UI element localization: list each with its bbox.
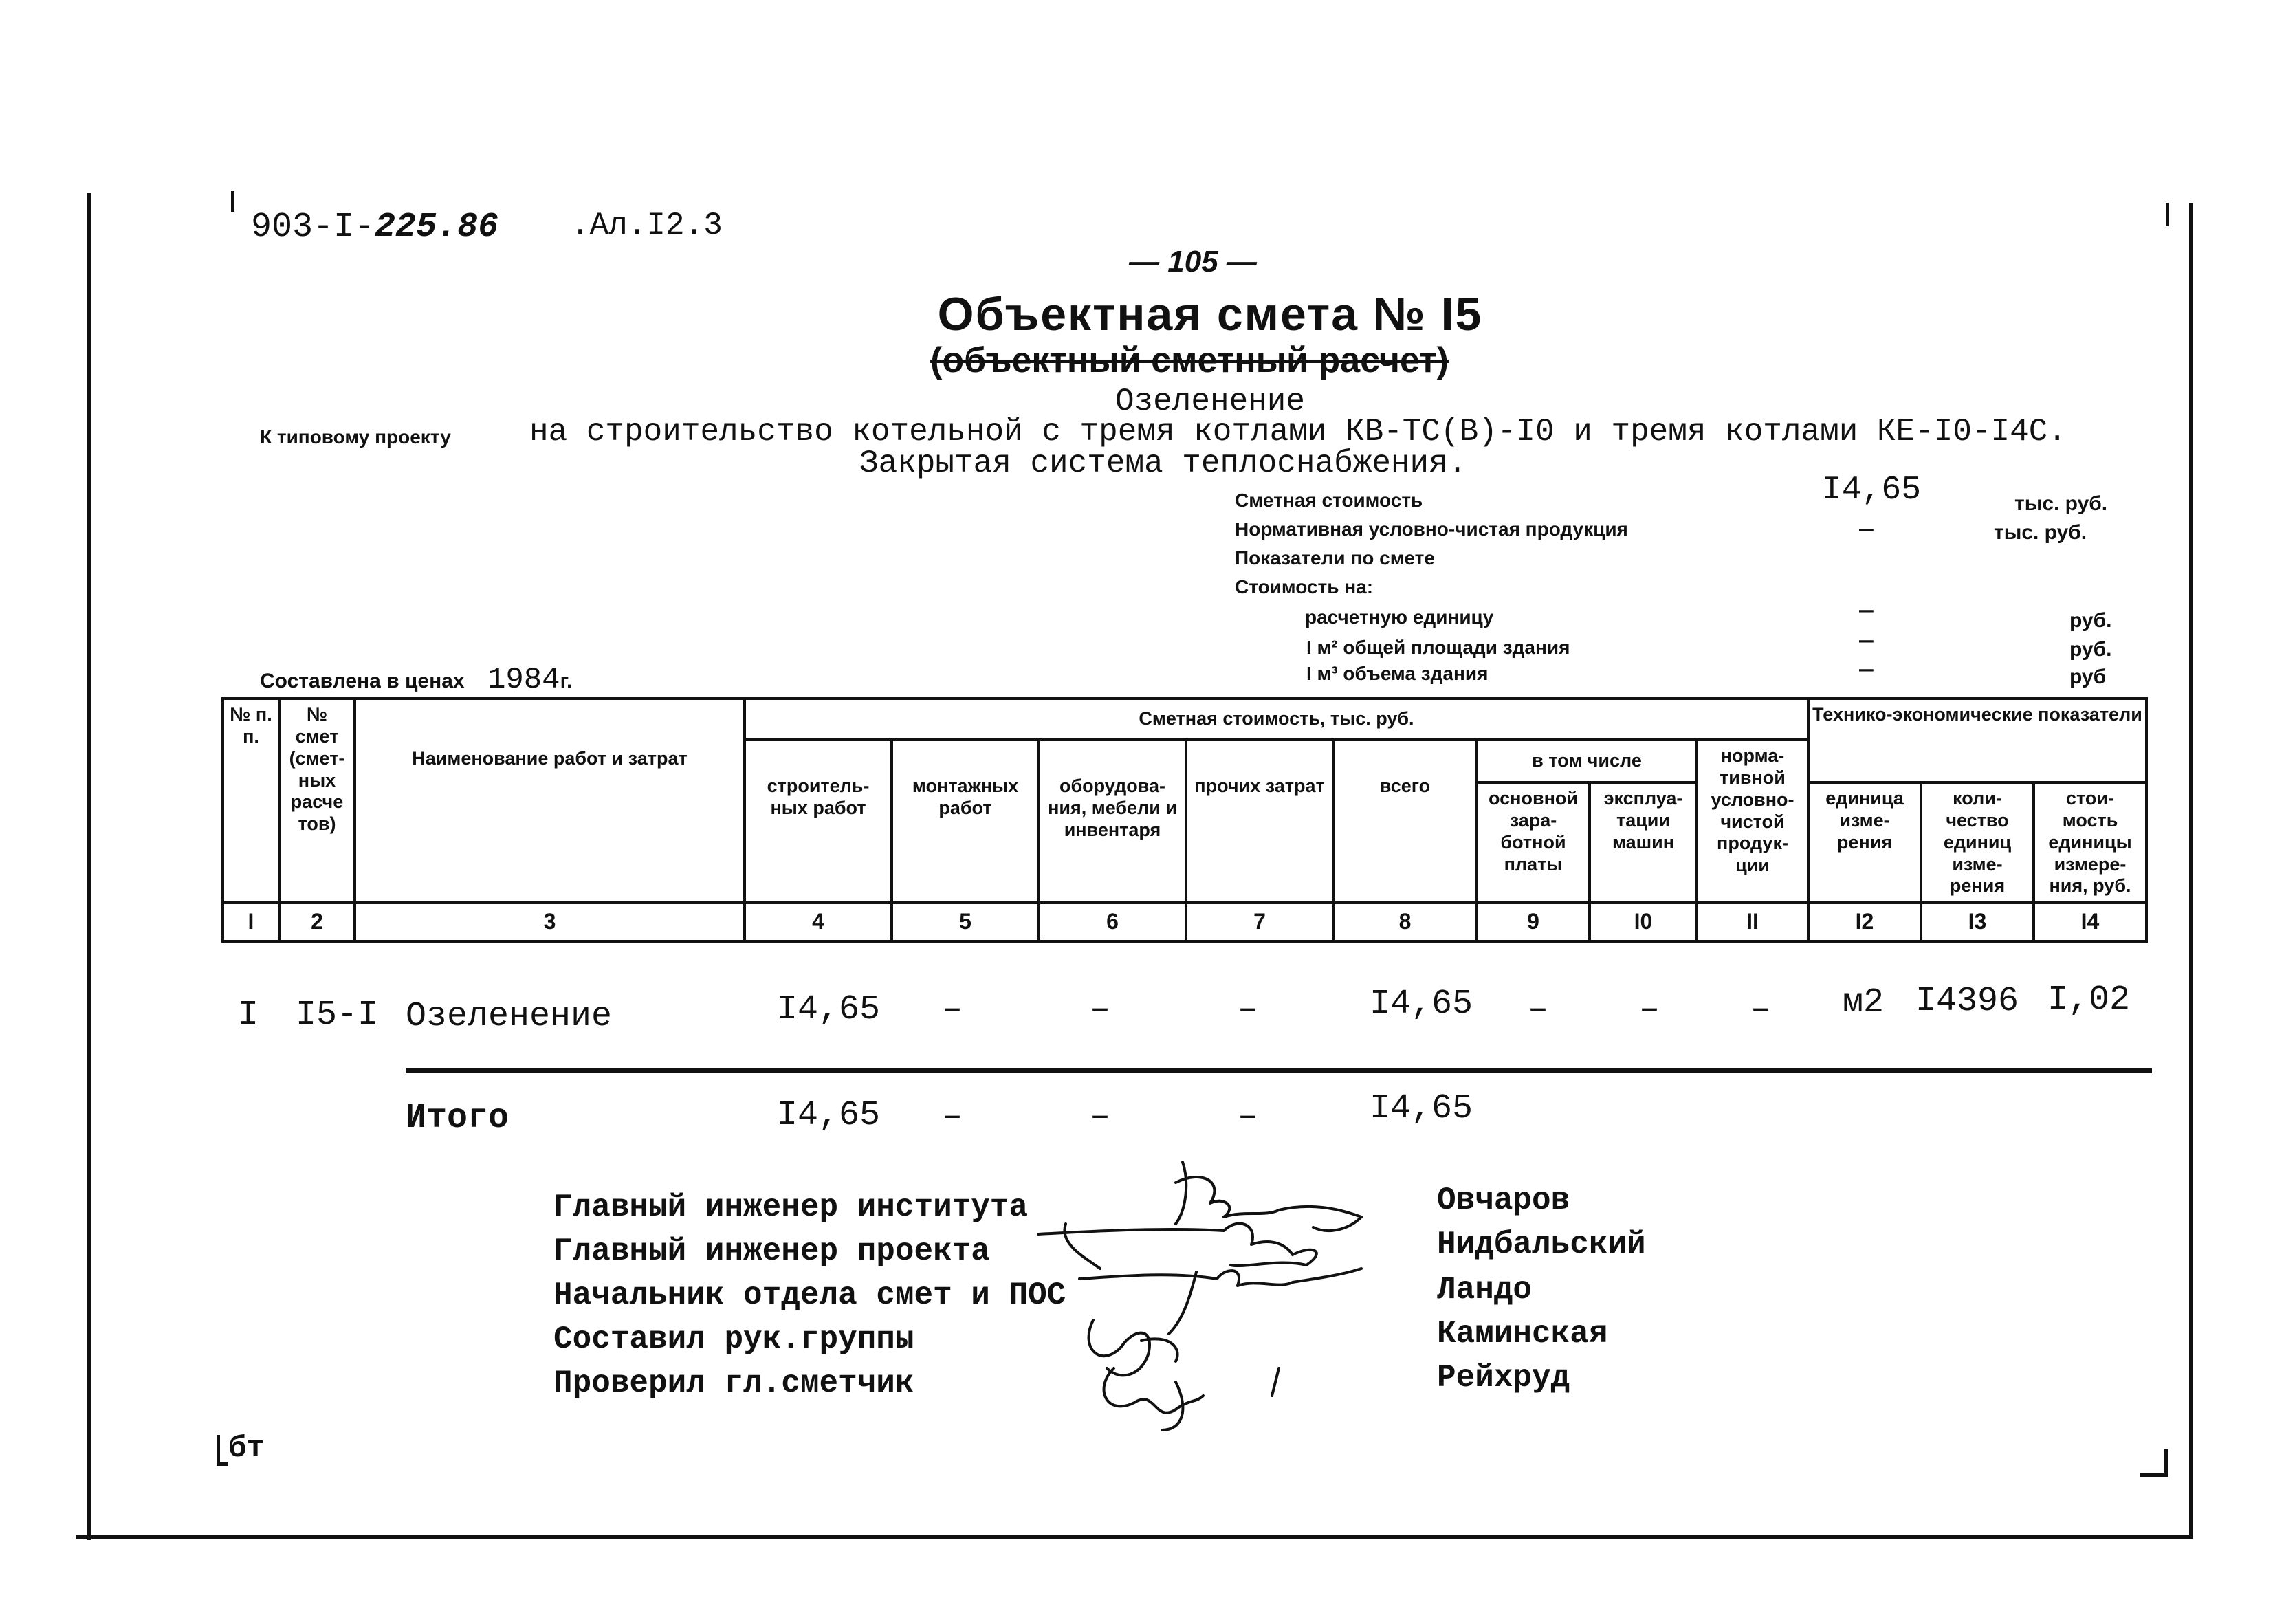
footer-mark-text: бт	[228, 1431, 265, 1466]
handwritten-signatures	[1018, 1141, 1403, 1437]
row-construction: I4,65	[777, 990, 881, 1029]
row-machines: –	[1639, 990, 1660, 1029]
summary-label: I м³ объема здания	[1306, 663, 1489, 684]
total-divider	[406, 1068, 2152, 1073]
summary-label: Показатели по смете	[1235, 547, 1435, 569]
summary-value: –	[1856, 623, 1876, 660]
header-cost-group: Сметная стоимость, тыс. руб.	[745, 699, 1808, 740]
column-number: 4	[745, 903, 892, 941]
column-number: I3	[1921, 903, 2034, 941]
row-no: I	[238, 996, 259, 1035]
row-salary: –	[1528, 990, 1549, 1029]
column-number: 5	[892, 903, 1039, 941]
signature-role: Главный инженер проекта	[553, 1233, 990, 1269]
header-total: всего	[1333, 740, 1477, 903]
total-mounting: –	[942, 1097, 963, 1137]
summary-label: Нормативная условно-чистая продукция	[1235, 518, 1628, 540]
total-sum: I4,65	[1370, 1089, 1473, 1128]
compiled-suffix: г.	[560, 670, 573, 692]
summary-value: –	[1856, 593, 1876, 630]
signature-name: Нидбальский	[1437, 1227, 1646, 1262]
object-name: Озеленение	[1114, 384, 1306, 419]
header-estimate-no: № смет (смет- ных расче тов)	[279, 699, 355, 903]
column-number: I0	[1590, 903, 1697, 941]
document-code	[251, 208, 498, 247]
signature-scribble	[1176, 1162, 1361, 1231]
signature-role: Начальник отдела смет и ПОС	[553, 1277, 1066, 1313]
row-unit: м2	[1843, 983, 1885, 1022]
compiled-label: Составлена в ценах	[260, 670, 465, 692]
frame-left-border	[87, 193, 91, 1540]
row-mounting: –	[942, 990, 963, 1029]
summary-value: –	[1856, 652, 1876, 689]
signature-scribble	[1079, 1269, 1361, 1334]
total-equipment: –	[1090, 1097, 1111, 1137]
header-unit-cost: стои- мость единицы измере- ния, руб.	[2034, 782, 2146, 903]
summary-unit: руб	[2069, 666, 2107, 688]
project-description: на строительство котельной с тремя котлами КВ-ТС(В)-I0 и тремя котлами КЕ-I0-I4С.	[529, 414, 2067, 450]
summary-unit: тыс. руб.	[1994, 521, 2087, 544]
page-subtitle: (объектный сметный расчет)	[930, 340, 1449, 380]
header-machines: эксплуа- тации машин	[1590, 782, 1697, 903]
total-label: Итого	[406, 1099, 509, 1138]
code-prefix: 903-I-	[251, 208, 375, 247]
summary-unit: руб.	[2069, 609, 2112, 632]
signature-role: Проверил гл.сметчик	[553, 1365, 914, 1401]
summary-label: расчетную единицу	[1305, 606, 1494, 628]
signature-scribble	[1272, 1368, 1279, 1396]
row-unit-cost: I,02	[2047, 980, 2131, 1020]
row-equipment: –	[1090, 990, 1111, 1029]
estimate-header-table	[221, 697, 2148, 943]
column-number: I	[223, 903, 279, 941]
signature-name: Рейхруд	[1437, 1360, 1570, 1396]
code-suffix: 225.86	[375, 208, 499, 247]
frame-right-border	[2189, 203, 2193, 1539]
column-number: 6	[1039, 903, 1186, 941]
header-name: Наименование работ и затрат	[355, 699, 745, 903]
total-construction: I4,65	[777, 1096, 881, 1135]
signature-name: Ландо	[1437, 1272, 1533, 1308]
header-other: прочих затрат	[1186, 740, 1333, 903]
summary-label: Стоимость на:	[1235, 576, 1374, 597]
corner-mark	[2140, 1449, 2168, 1477]
project-description-line2: Закрытая система теплоснабжения.	[859, 446, 1467, 481]
column-number: I4	[2034, 903, 2146, 941]
signature-role: Главный инженер института	[553, 1189, 1029, 1225]
row-quantity: I4396	[1915, 982, 2019, 1021]
column-number: 8	[1333, 903, 1477, 941]
total-other: –	[1238, 1097, 1259, 1137]
column-number: 3	[355, 903, 745, 941]
page-number: — 105 —	[1129, 245, 1257, 278]
row-estimate-no: I5-I	[296, 996, 379, 1035]
row-name: Озеленение	[406, 997, 613, 1036]
project-reference-label: К типовому проекту	[260, 426, 451, 448]
compiled-year: 1984	[487, 663, 560, 697]
header-tech-group: Технико-экономические показатели	[1808, 699, 2146, 782]
row-other: –	[1238, 990, 1259, 1029]
column-number: 9	[1477, 903, 1590, 941]
header-salary: основной зара- ботной платы	[1477, 782, 1590, 903]
corner-tick-left	[231, 191, 234, 212]
sheet-reference: .Ал.I2.3	[571, 208, 723, 243]
header-no: № п. п.	[223, 699, 279, 903]
header-construction: строитель- ных работ	[745, 740, 892, 903]
summary-label: I м² общей площади здания	[1306, 637, 1570, 658]
header-including: в том числе	[1477, 740, 1697, 782]
row-norm-product: –	[1750, 990, 1772, 1029]
header-quantity: коли- чество единиц изме- рения	[1921, 782, 2034, 903]
column-number: II	[1697, 903, 1808, 941]
compiled-prices	[260, 663, 572, 697]
corner-tick-right	[2166, 203, 2169, 226]
signature-name: Овчаров	[1437, 1183, 1570, 1218]
summary-unit: руб.	[2069, 638, 2112, 661]
footer-mark	[217, 1431, 265, 1466]
summary-unit: тыс. руб.	[2014, 492, 2108, 515]
summary-label: Сметная стоимость	[1235, 490, 1423, 511]
page-title: Объектная смета № I5	[937, 288, 1483, 340]
signature-scribble	[1038, 1224, 1317, 1269]
signature-scribble	[1089, 1320, 1178, 1375]
signature-role: Составил рук.группы	[553, 1321, 914, 1357]
column-number: 7	[1186, 903, 1333, 941]
column-number: 2	[279, 903, 355, 941]
column-number: I2	[1808, 903, 1921, 941]
header-mounting: монтажных работ	[892, 740, 1039, 903]
header-norm-product: норма- тивной условно- чистой продук- ции	[1697, 740, 1808, 903]
signature-name: Каминская	[1437, 1316, 1608, 1352]
signature-scribble	[1104, 1368, 1203, 1430]
summary-value: I4,65	[1822, 472, 1922, 509]
header-equipment: оборудова- ния, мебели и инвентаря	[1039, 740, 1186, 903]
row-total: I4,65	[1370, 985, 1473, 1024]
summary-value: –	[1856, 512, 1876, 549]
header-unit: единица изме- рения	[1808, 782, 1921, 903]
frame-bottom-border	[76, 1535, 2193, 1539]
